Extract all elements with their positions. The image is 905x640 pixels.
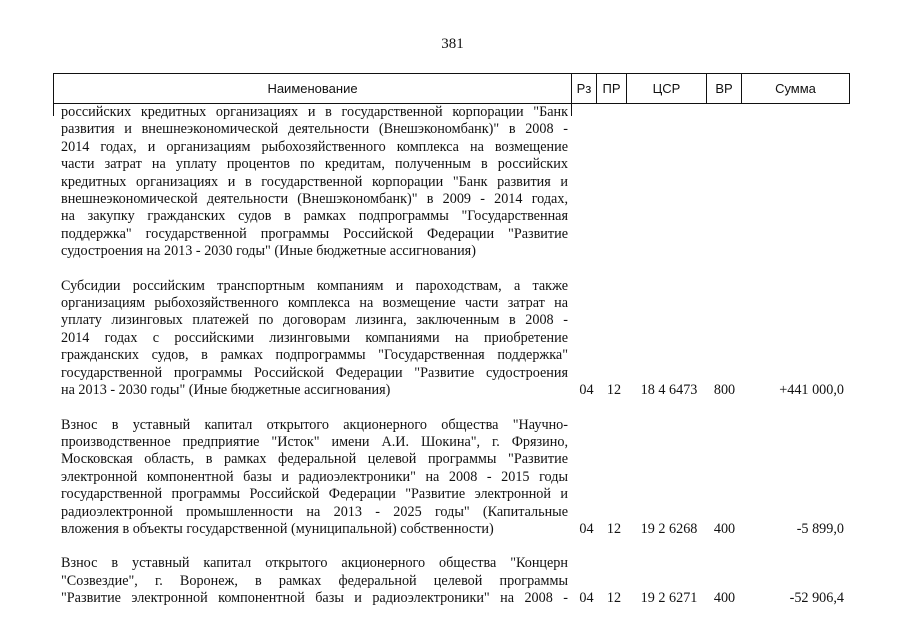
row-pr: 12 bbox=[606, 382, 622, 399]
row-name-line: судостроения на 2013 - 2030 годы" (Иные бюджетные ассигнования) bbox=[61, 243, 476, 260]
row-gap bbox=[53, 538, 850, 555]
row-sum: -52 906,4 bbox=[789, 590, 844, 607]
row-name-line: Взнос в уставный капитал открытого акционерного общества "Научно- bbox=[61, 416, 568, 433]
row-name-line: кредитных организациях и в государственной корпорации "Банк развития и bbox=[61, 173, 568, 190]
row-name-line: электронной компонентной базы и радиоэлектроники" на 2008 - 2015 годы bbox=[61, 468, 568, 485]
table-body bbox=[53, 104, 850, 608]
row-name-line: внешнеэкономической деятельности (Внешэкономбанк)" в 2009 - 2014 годах, bbox=[61, 191, 568, 208]
name-column-border-stub bbox=[571, 104, 572, 116]
table-row bbox=[53, 278, 850, 400]
row-rz bbox=[571, 104, 596, 261]
row-name-line: уплату лизинговых платежей по договорам лизинга, заключенным в 2008 - bbox=[61, 312, 568, 329]
row-name-line: "Развитие электронной компонентной базы и радиоэлектроники" на 2008 - bbox=[61, 590, 568, 607]
header-csr: ЦСР bbox=[627, 74, 707, 103]
header-rz: Рз bbox=[572, 74, 597, 103]
row-name-line: Субсидии российским транспортным компаниям и пароходствам, а также bbox=[61, 277, 568, 294]
row-name-line: российских кредитных организациях и в государственной корпорации "Банк bbox=[61, 104, 568, 120]
row-name-line: "Созвездие", г. Воронеж, в рамках федеральной целевой программы bbox=[61, 572, 568, 589]
row-vr: 800 bbox=[713, 382, 736, 399]
row-name-line: государственной программы Российской Федерации "Развитие электронной и bbox=[61, 486, 568, 503]
table-row bbox=[53, 555, 850, 607]
row-name-line: на 2013 - 2030 годы" (Иные бюджетные ассигнования) bbox=[61, 382, 391, 399]
header-vr: ВР bbox=[707, 74, 742, 103]
row-name-line: части затрат на уплату процентов по кредитам, полученным в российских bbox=[61, 156, 568, 173]
row-name-line: Московская область, в рамках федеральной целевой программы "Развитие bbox=[61, 451, 568, 468]
row-sum: -5 899,0 bbox=[796, 520, 844, 537]
row-pr: 12 bbox=[606, 520, 622, 537]
table-header bbox=[53, 73, 850, 104]
row-name-line: Взнос в уставный капитал открытого акционерного общества "Концерн bbox=[61, 555, 568, 572]
row-csr bbox=[626, 104, 706, 261]
row-vr: 400 bbox=[713, 590, 736, 607]
row-pr: 12 bbox=[606, 590, 622, 607]
row-name bbox=[53, 278, 571, 400]
row-sum: +441 000,0 bbox=[779, 382, 844, 399]
row-rz: 04 bbox=[579, 382, 594, 399]
row-name bbox=[53, 555, 571, 607]
row-name-line: гражданских судов, в рамках подпрограммы "Государственная поддержка" bbox=[61, 347, 568, 364]
header-pr: ПР bbox=[597, 74, 627, 103]
row-csr: 19 2 6271 bbox=[640, 590, 698, 607]
row-name-line: 2014 годах с российскими лизинговыми компаниями на приобретение bbox=[61, 329, 568, 346]
row-gap bbox=[53, 400, 850, 417]
left-border-stub bbox=[53, 104, 54, 116]
row-name bbox=[53, 104, 571, 261]
budget-table bbox=[53, 73, 850, 608]
row-name-line: поддержка" государственной программы Российской Федерации "Развитие bbox=[61, 225, 568, 242]
row-name-line: развития и внешнеэкономической деятельности (Внешэкономбанк)" в 2008 - bbox=[61, 121, 568, 138]
row-gap bbox=[53, 261, 850, 278]
row-name-line: 2014 годах, и организациям рыбохозяйственного комплекса на возмещение bbox=[61, 138, 568, 155]
row-vr: 400 bbox=[713, 520, 736, 537]
row-pr bbox=[596, 104, 626, 261]
header-sum: Сумма bbox=[775, 81, 816, 96]
row-rz: 04 bbox=[579, 520, 594, 537]
table-row bbox=[53, 417, 850, 539]
row-csr: 18 4 6473 bbox=[640, 382, 698, 399]
row-name-line: вложения в объекты государственной (муниципальной) собственности) bbox=[61, 520, 494, 537]
row-name-line: радиоэлектронной промышленности на 2013 - 2025 годы" (Капитальные bbox=[61, 503, 568, 520]
row-rz: 04 bbox=[579, 590, 594, 607]
row-sum bbox=[741, 104, 848, 261]
row-name-line: государственной программы Российской Федерации "Развитие судостроения bbox=[61, 364, 568, 381]
row-name bbox=[53, 417, 571, 539]
row-name-line: на закупку гражданских судов в рамках подпрограммы "Государственная bbox=[61, 208, 568, 225]
table-row bbox=[53, 104, 850, 261]
row-name-line: организациям рыбохозяйственного комплекса на возмещение части затрат на bbox=[61, 295, 568, 312]
page-number: 381 bbox=[441, 36, 464, 52]
row-name-line: производственное предприятие "Исток" имени А.И. Шокина", г. Фрязино, bbox=[61, 433, 568, 450]
row-csr: 19 2 6268 bbox=[640, 520, 698, 537]
row-vr bbox=[706, 104, 741, 261]
header-name: Наименование bbox=[54, 74, 572, 103]
